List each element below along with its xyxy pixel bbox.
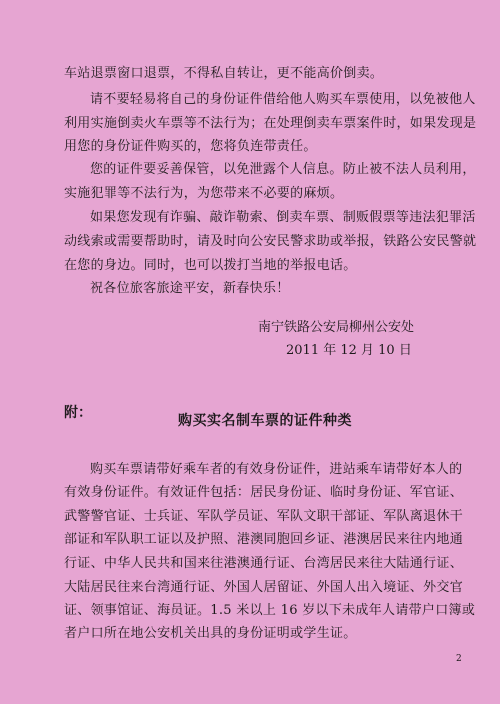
appendix-line-4: 部证和军队职工证以及护照、港澳同胞回乡证、港澳居民来往内地通 bbox=[64, 532, 464, 547]
signature-date: 2011 年 12 月 10 日 bbox=[286, 343, 412, 358]
appendix-line-5: 行证、中华人民共和国来往港澳通行证、台湾居民来往大陆通行证、 bbox=[64, 556, 464, 571]
body-line-3: 利用实施倒卖火车票等不法行为；在处理倒卖车票案件时，如果发现是 bbox=[64, 116, 477, 131]
body-line-1: 车站退票窗口退票，不得私自转让，更不能高价倒卖。 bbox=[64, 66, 384, 81]
appendix-line-2: 有效身份证件。有效证件包括：居民身份证、临时身份证、军官证、 bbox=[64, 485, 464, 500]
signature-org: 南宁铁路公安局柳州公安处 bbox=[258, 320, 415, 335]
appendix-line-7: 证、领事馆证、海员证。1.5 米以上 16 岁以下未成年人请带户口簿或 bbox=[64, 603, 476, 618]
appendix-title: 购买实名制车票的证件种类 bbox=[178, 413, 352, 429]
page-number: 2 bbox=[456, 654, 462, 664]
body-line-4: 用您的身份证件购买的，您将负连带责任。 bbox=[64, 139, 317, 154]
body-line-5: 您的证件要妥善保管，以免泄露个人信息。防止被不法人员利用， bbox=[90, 162, 476, 177]
appendix-line-6: 大陆居民往来台湾通行证、外国人居留证、外国人出入境证、外交官 bbox=[64, 580, 464, 595]
appendix-line-1: 购买车票请带好乘车者的有效身份证件，进站乘车请带好本人的 bbox=[90, 462, 463, 477]
body-line-7: 如果您发现有诈骗、敲诈勒索、倒卖车票、制贩假票等违法犯罪活 bbox=[90, 210, 476, 225]
body-line-6: 实施犯罪等不法行为，为您带来不必要的麻烦。 bbox=[64, 186, 344, 201]
body-line-8: 动线索或需要帮助时，请及时向公安民警求助或举报，铁路公安民警就 bbox=[64, 234, 477, 249]
appendix-line-3: 武警警官证、士兵证、军队学员证、军队文职干部证、军队离退休干 bbox=[64, 509, 464, 524]
body-line-2: 请不要轻易将自己的身份证件借给他人购买车票使用，以免被他人 bbox=[90, 92, 476, 107]
body-line-9: 在您的身边。同时，也可以拨打当地的举报电话。 bbox=[64, 258, 357, 273]
appendix-line-8: 者户口所在地公安机关出具的身份证明或学生证。 bbox=[64, 626, 357, 641]
body-line-10: 祝各位旅客旅途平安，新春快乐！ bbox=[90, 281, 290, 296]
appendix-label: 附： bbox=[64, 405, 92, 421]
